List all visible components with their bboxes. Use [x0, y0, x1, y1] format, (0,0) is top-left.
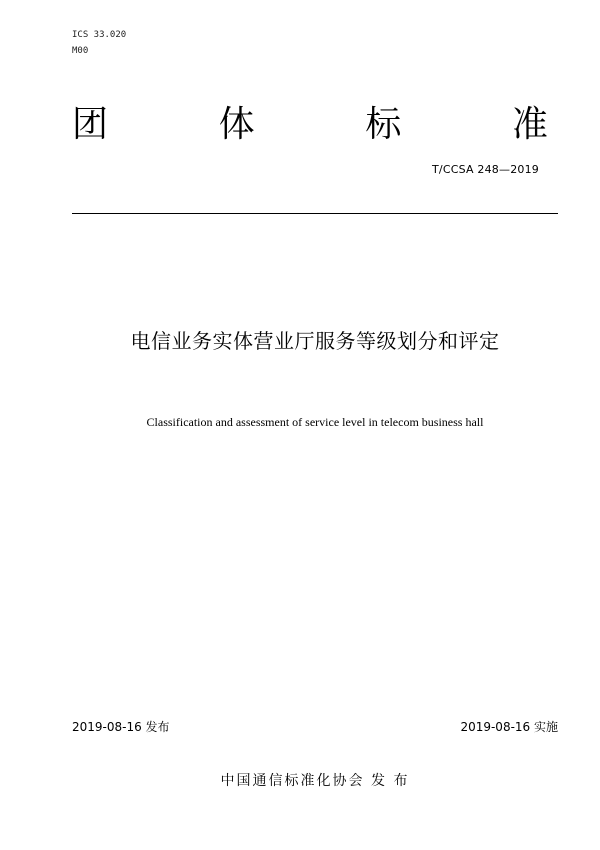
ics-code: ICS 33.020 [72, 30, 127, 40]
standard-number: T/CCSA 248—2019 [432, 163, 539, 176]
header-divider [72, 213, 558, 214]
document-type-char: 准 [511, 104, 548, 145]
issue-date: 2019-08-16 发布 [72, 720, 170, 734]
document-type-title [72, 102, 548, 148]
document-type-char: 标 [365, 104, 402, 145]
english-title: Classification and assessment of service level in telecom business hall [146, 415, 484, 429]
document-type-char: 体 [218, 104, 255, 145]
chinese-title: 电信业务实体营业厅服务等级划分和评定 [130, 329, 500, 353]
document-type-char: 团 [72, 104, 109, 145]
ccs-code: M00 [72, 46, 89, 56]
implementation-date: 2019-08-16 实施 [460, 720, 558, 734]
publisher: 中国通信标准化协会 发 布 [220, 773, 410, 789]
